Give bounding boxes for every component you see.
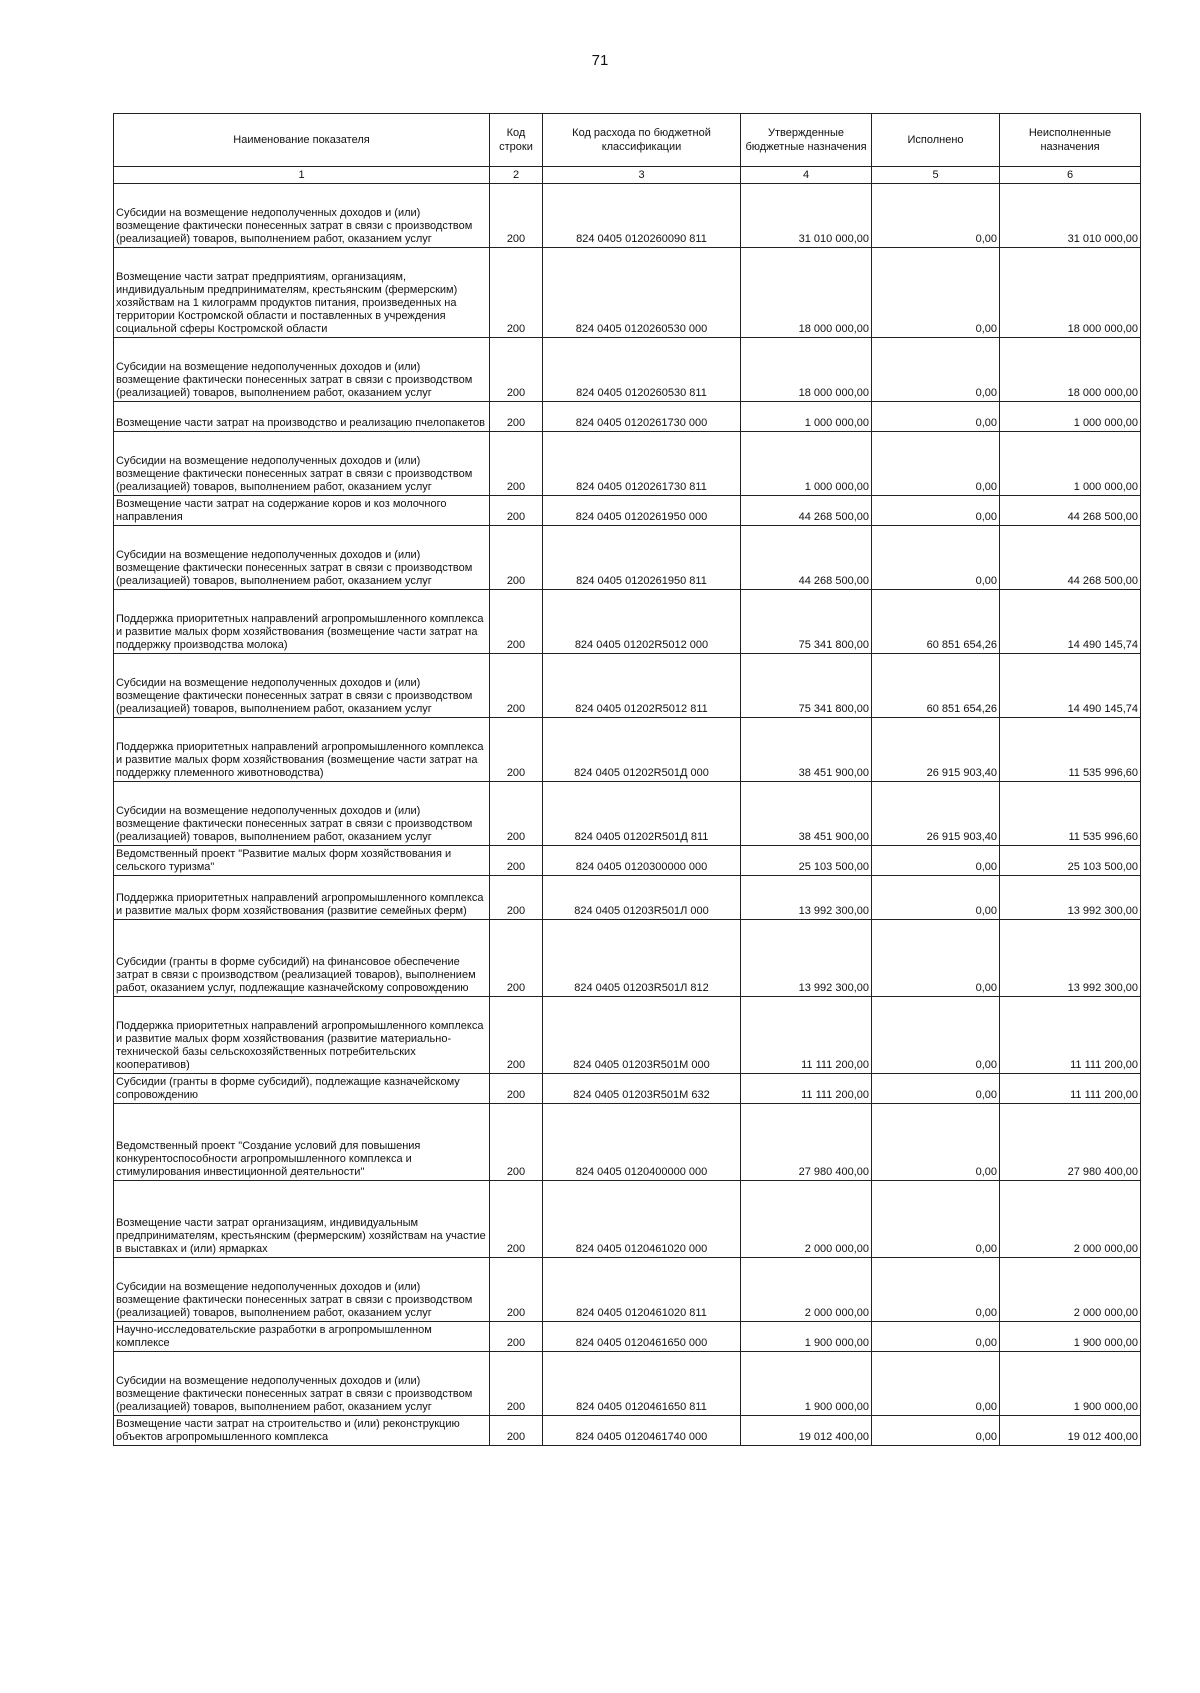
row-approved: 1 000 000,00 [741, 432, 872, 496]
row-approved: 44 268 500,00 [741, 526, 872, 590]
row-budget-code: 824 0405 0120300000 000 [543, 846, 741, 876]
row-budget-code: 824 0405 0120260530 000 [543, 248, 741, 338]
row-approved: 1 900 000,00 [741, 1322, 872, 1352]
row-line-code: 200 [490, 1181, 543, 1258]
row-approved: 38 451 900,00 [741, 718, 872, 782]
row-budget-code: 824 0405 01202R5012 000 [543, 590, 741, 654]
row-budget-code: 824 0405 0120261730 000 [543, 402, 741, 432]
row-unexecuted: 2 000 000,00 [1000, 1258, 1141, 1322]
row-approved: 25 103 500,00 [741, 846, 872, 876]
table-row [114, 432, 1141, 496]
row-name: Субсидии (гранты в форме субсидий), подлежащие казначейскому сопровождению [114, 1074, 490, 1104]
row-unexecuted: 11 535 996,60 [1000, 718, 1141, 782]
row-unexecuted: 18 000 000,00 [1000, 248, 1141, 338]
row-budget-code: 824 0405 01203R501Л 812 [543, 920, 741, 997]
row-name: Поддержка приоритетных направлений агропромышленного комплекса и развитие малых форм хозяйствования (развитие материально-технической базы сельскохозяйственных потребительских кооперативов) [114, 997, 490, 1074]
row-executed: 0,00 [872, 1104, 1000, 1181]
column-number-row [114, 167, 1141, 184]
row-executed: 0,00 [872, 432, 1000, 496]
row-budget-code: 824 0405 01202R501Д 000 [543, 718, 741, 782]
row-budget-code: 824 0405 0120461740 000 [543, 1416, 741, 1446]
row-approved: 13 992 300,00 [741, 920, 872, 997]
row-budget-code: 824 0405 01203R501М 632 [543, 1074, 741, 1104]
row-executed: 0,00 [872, 496, 1000, 526]
row-executed: 0,00 [872, 338, 1000, 402]
row-budget-code: 824 0405 0120261950 000 [543, 496, 741, 526]
row-executed: 0,00 [872, 248, 1000, 338]
table-row [114, 1322, 1141, 1352]
row-unexecuted: 44 268 500,00 [1000, 496, 1141, 526]
row-name: Субсидии на возмещение недополученных доходов и (или) возмещение фактически понесенных затрат в связи с производством (реализацией) товаров, выполнением работ, оказанием услуг [114, 782, 490, 846]
row-unexecuted: 31 010 000,00 [1000, 184, 1141, 248]
table-row [114, 1416, 1141, 1446]
table-row [114, 248, 1141, 338]
row-line-code: 200 [490, 432, 543, 496]
row-executed: 0,00 [872, 876, 1000, 920]
row-budget-code: 824 0405 0120400000 000 [543, 1104, 741, 1181]
row-budget-code: 824 0405 01203R501Л 000 [543, 876, 741, 920]
row-name: Возмещение части затрат на строительство и (или) реконструкцию объектов агропромышленного комплекса [114, 1416, 490, 1446]
row-unexecuted: 44 268 500,00 [1000, 526, 1141, 590]
table-row [114, 654, 1141, 718]
row-name: Субсидии на возмещение недополученных доходов и (или) возмещение фактически понесенных затрат в связи с производством (реализацией) товаров, выполнением работ, оказанием услуг [114, 654, 490, 718]
row-executed: 0,00 [872, 526, 1000, 590]
header-name: Наименование показателя [114, 114, 490, 167]
row-unexecuted: 25 103 500,00 [1000, 846, 1141, 876]
row-unexecuted: 13 992 300,00 [1000, 920, 1141, 997]
header-executed: Исполнено [872, 114, 1000, 167]
row-approved: 2 000 000,00 [741, 1258, 872, 1322]
header-approved: Утвержденные бюджетные назначения [741, 114, 872, 167]
row-approved: 13 992 300,00 [741, 876, 872, 920]
row-line-code: 200 [490, 782, 543, 846]
table-row [114, 1352, 1141, 1416]
table-row [114, 338, 1141, 402]
row-executed: 60 851 654,26 [872, 654, 1000, 718]
row-budget-code: 824 0405 0120261950 811 [543, 526, 741, 590]
row-name: Возмещение части затрат на содержание коров и коз молочного направления [114, 496, 490, 526]
row-line-code: 200 [490, 876, 543, 920]
table-row [114, 184, 1141, 248]
row-executed: 26 915 903,40 [872, 718, 1000, 782]
row-unexecuted: 1 900 000,00 [1000, 1352, 1141, 1416]
row-approved: 11 111 200,00 [741, 1074, 872, 1104]
row-name: Субсидии на возмещение недополученных доходов и (или) возмещение фактически понесенных затрат в связи с производством (реализацией) товаров, выполнением работ, оказанием услуг [114, 1352, 490, 1416]
row-line-code: 200 [490, 920, 543, 997]
table-row [114, 1181, 1141, 1258]
row-budget-code: 824 0405 0120461650 811 [543, 1352, 741, 1416]
row-name: Субсидии на возмещение недополученных доходов и (или) возмещение фактически понесенных затрат в связи с производством (реализацией) товаров, выполнением работ, оказанием услуг [114, 526, 490, 590]
row-name: Возмещение части затрат организациям, индивидуальным предпринимателям, крестьянским (фермерским) хозяйствам на участие в выставках и (или) ярмарках [114, 1181, 490, 1258]
row-approved: 2 000 000,00 [741, 1181, 872, 1258]
table-row [114, 782, 1141, 846]
row-name: Поддержка приоритетных направлений агропромышленного комплекса и развитие малых форм хозяйствования (развитие семейных ферм) [114, 876, 490, 920]
row-line-code: 200 [490, 1258, 543, 1322]
table-row [114, 1074, 1141, 1104]
row-name: Поддержка приоритетных направлений агропромышленного комплекса и развитие малых форм хозяйствования (возмещение части затрат на поддержку производства молока) [114, 590, 490, 654]
table-row [114, 920, 1141, 997]
row-line-code: 200 [490, 526, 543, 590]
table-row [114, 590, 1141, 654]
row-line-code: 200 [490, 654, 543, 718]
row-budget-code: 824 0405 0120261730 811 [543, 432, 741, 496]
row-executed: 0,00 [872, 1416, 1000, 1446]
row-approved: 75 341 800,00 [741, 654, 872, 718]
row-executed: 0,00 [872, 184, 1000, 248]
row-executed: 0,00 [872, 402, 1000, 432]
row-unexecuted: 14 490 145,74 [1000, 590, 1141, 654]
row-executed: 0,00 [872, 920, 1000, 997]
row-unexecuted: 19 012 400,00 [1000, 1416, 1141, 1446]
header-row [114, 114, 1141, 167]
row-approved: 27 980 400,00 [741, 1104, 872, 1181]
row-name: Ведомственный проект "Создание условий для повышения конкурентоспособности агропромышленного комплекса и стимулирования инвестиционной деятельности" [114, 1104, 490, 1181]
header-unexecuted: Неисполненные назначения [1000, 114, 1141, 167]
table-row [114, 402, 1141, 432]
row-executed: 0,00 [872, 846, 1000, 876]
row-line-code: 200 [490, 718, 543, 782]
row-line-code: 200 [490, 184, 543, 248]
row-approved: 44 268 500,00 [741, 496, 872, 526]
row-executed: 60 851 654,26 [872, 590, 1000, 654]
row-name: Субсидии на возмещение недополученных доходов и (или) возмещение фактически понесенных затрат в связи с производством (реализацией) товаров, выполнением работ, оказанием услуг [114, 338, 490, 402]
row-line-code: 200 [490, 1352, 543, 1416]
column-number: 5 [872, 167, 1000, 184]
row-budget-code: 824 0405 01202R501Д 811 [543, 782, 741, 846]
row-line-code: 200 [490, 1416, 543, 1446]
row-line-code: 200 [490, 997, 543, 1074]
page-number: 71 [591, 52, 609, 69]
row-unexecuted: 14 490 145,74 [1000, 654, 1141, 718]
row-name: Субсидии на возмещение недополученных доходов и (или) возмещение фактически понесенных затрат в связи с производством (реализацией) товаров, выполнением работ, оказанием услуг [114, 432, 490, 496]
row-approved: 18 000 000,00 [741, 338, 872, 402]
row-budget-code: 824 0405 0120260090 811 [543, 184, 741, 248]
row-unexecuted: 11 535 996,60 [1000, 782, 1141, 846]
table-row [114, 718, 1141, 782]
table-row [114, 496, 1141, 526]
row-unexecuted: 18 000 000,00 [1000, 338, 1141, 402]
table-row [114, 997, 1141, 1074]
row-executed: 26 915 903,40 [872, 782, 1000, 846]
row-unexecuted: 2 000 000,00 [1000, 1181, 1141, 1258]
row-executed: 0,00 [872, 1352, 1000, 1416]
budget-report-table [113, 113, 1141, 1446]
row-name: Ведомственный проект "Развитие малых форм хозяйствования и сельского туризма" [114, 846, 490, 876]
column-number: 2 [490, 167, 543, 184]
row-name: Субсидии на возмещение недополученных доходов и (или) возмещение фактически понесенных затрат в связи с производством (реализацией) товаров, выполнением работ, оказанием услуг [114, 1258, 490, 1322]
row-approved: 38 451 900,00 [741, 782, 872, 846]
row-approved: 31 010 000,00 [741, 184, 872, 248]
row-name: Субсидии на возмещение недополученных доходов и (или) возмещение фактически понесенных затрат в связи с производством (реализацией) товаров, выполнением работ, оказанием услуг [114, 184, 490, 248]
column-number: 4 [741, 167, 872, 184]
row-name: Возмещение части затрат на производство и реализацию пчелопакетов [114, 402, 490, 432]
row-approved: 19 012 400,00 [741, 1416, 872, 1446]
row-line-code: 200 [490, 496, 543, 526]
row-name: Возмещение части затрат предприятиям, организациям, индивидуальным предпринимателям, крестьянским (фермерским) хозяйствам на 1 килограмм продуктов питания, произведенных на территории Костромской области и поставленных в учреждения социальной сферы Костромской области [114, 248, 490, 338]
row-unexecuted: 11 111 200,00 [1000, 997, 1141, 1074]
row-name: Научно-исследовательские разработки в агропромышленном комплексе [114, 1322, 490, 1352]
row-executed: 0,00 [872, 1322, 1000, 1352]
row-budget-code: 824 0405 01202R5012 811 [543, 654, 741, 718]
row-budget-code: 824 0405 0120461650 000 [543, 1322, 741, 1352]
header-line-code: Код строки [490, 114, 543, 167]
row-line-code: 200 [490, 590, 543, 654]
row-unexecuted: 1 900 000,00 [1000, 1322, 1141, 1352]
row-line-code: 200 [490, 1322, 543, 1352]
table-row [114, 1258, 1141, 1322]
row-approved: 1 000 000,00 [741, 402, 872, 432]
row-approved: 18 000 000,00 [741, 248, 872, 338]
table-row [114, 1104, 1141, 1181]
table-row [114, 876, 1141, 920]
row-unexecuted: 11 111 200,00 [1000, 1074, 1141, 1104]
row-unexecuted: 13 992 300,00 [1000, 876, 1141, 920]
column-number: 3 [543, 167, 741, 184]
row-executed: 0,00 [872, 997, 1000, 1074]
table-row [114, 846, 1141, 876]
row-name: Поддержка приоритетных направлений агропромышленного комплекса и развитие малых форм хозяйствования (возмещение части затрат на поддержку племенного животноводства) [114, 718, 490, 782]
header-budget-code: Код расхода по бюджетной классификации [543, 114, 741, 167]
row-unexecuted: 27 980 400,00 [1000, 1104, 1141, 1181]
row-budget-code: 824 0405 0120461020 811 [543, 1258, 741, 1322]
row-name: Субсидии (гранты в форме субсидий) на финансовое обеспечение затрат в связи с производством (реализацией товаров), выполнением работ, оказанием услуг, подлежащие казначейскому сопровождению [114, 920, 490, 997]
column-number: 6 [1000, 167, 1141, 184]
row-executed: 0,00 [872, 1181, 1000, 1258]
row-line-code: 200 [490, 248, 543, 338]
row-approved: 75 341 800,00 [741, 590, 872, 654]
row-line-code: 200 [490, 338, 543, 402]
row-line-code: 200 [490, 1104, 543, 1181]
row-approved: 11 111 200,00 [741, 997, 872, 1074]
row-executed: 0,00 [872, 1074, 1000, 1104]
row-unexecuted: 1 000 000,00 [1000, 432, 1141, 496]
row-unexecuted: 1 000 000,00 [1000, 402, 1141, 432]
table-row [114, 526, 1141, 590]
row-line-code: 200 [490, 1074, 543, 1104]
row-executed: 0,00 [872, 1258, 1000, 1322]
row-budget-code: 824 0405 01203R501М 000 [543, 997, 741, 1074]
row-budget-code: 824 0405 0120461020 000 [543, 1181, 741, 1258]
row-line-code: 200 [490, 402, 543, 432]
row-budget-code: 824 0405 0120260530 811 [543, 338, 741, 402]
row-approved: 1 900 000,00 [741, 1352, 872, 1416]
row-line-code: 200 [490, 846, 543, 876]
column-number: 1 [114, 167, 490, 184]
